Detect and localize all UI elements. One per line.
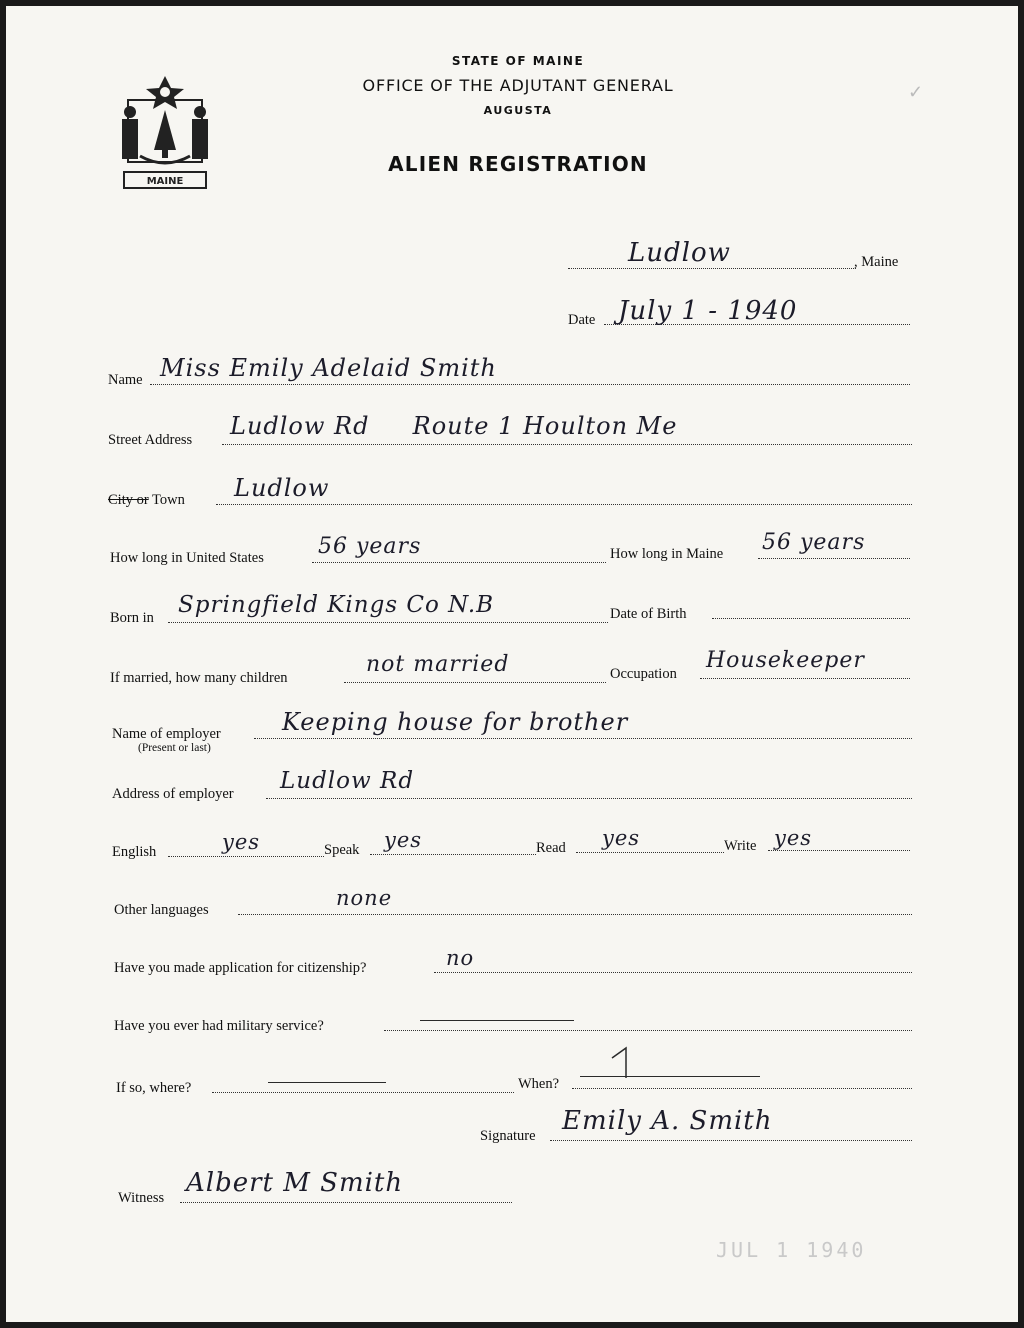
born-in-value: Springfield Kings Co N.B <box>178 592 495 618</box>
town-value: Ludlow <box>234 474 330 502</box>
where-line <box>212 1092 514 1093</box>
city-struck-label: City or <box>108 492 149 508</box>
speak-label: Speak <box>324 842 360 858</box>
state-heading: STATE OF MAINE <box>451 54 585 68</box>
children-line <box>344 682 606 683</box>
form-title: ALIEN REGISTRATION <box>388 152 648 176</box>
name-label: Name <box>108 372 143 388</box>
witness-line <box>180 1202 512 1203</box>
write-value: yes <box>774 826 813 850</box>
witness-label: Witness <box>118 1190 165 1206</box>
occupation-label: Occupation <box>610 666 677 682</box>
date-stamp: JUL 1 1940 <box>716 1238 867 1262</box>
how-long-maine-label: How long in Maine <box>610 546 724 562</box>
place-line <box>568 268 856 269</box>
street-address-label: Street Address <box>108 432 193 448</box>
street-address-value: Ludlow Rd Route 1 Houlton Me <box>230 412 678 440</box>
occupation-line <box>700 678 910 679</box>
when-label: When? <box>518 1076 560 1092</box>
witness-value: Albert M Smith <box>186 1168 404 1198</box>
citizenship-label: Have you made application for citizenship? <box>114 960 367 976</box>
how-long-us-label: How long in United States <box>110 550 264 566</box>
speak-line <box>370 854 536 855</box>
citizenship-value: no <box>446 946 475 970</box>
town-label <box>108 492 185 509</box>
how-long-us-line <box>312 562 606 563</box>
english-line <box>168 856 324 857</box>
when-dash <box>580 1076 760 1077</box>
military-dash <box>420 1020 574 1021</box>
born-in-label: Born in <box>110 610 154 626</box>
when-line <box>572 1088 912 1089</box>
how-long-maine-value: 56 years <box>762 530 866 555</box>
employer-sub-label: (Present or last) <box>138 742 211 754</box>
employer-value: Keeping house for brother <box>282 708 629 736</box>
where-dash <box>268 1082 386 1083</box>
where-label: If so, where? <box>116 1080 192 1096</box>
english-value: yes <box>222 830 261 854</box>
employer-address-value: Ludlow Rd <box>280 768 415 794</box>
seal-text: MAINE <box>146 176 184 187</box>
name-value: Miss Emily Adelaid Smith <box>160 354 497 382</box>
office-heading: OFFICE OF THE ADJUTANT GENERAL <box>362 76 674 95</box>
check-mark: ✓ <box>908 82 924 103</box>
other-languages-value: none <box>336 886 393 910</box>
date-of-birth-line <box>712 618 910 619</box>
signature-value: Emily A. Smith <box>562 1106 773 1136</box>
employer-address-label: Address of employer <box>112 786 234 802</box>
military-label: Have you ever had military service? <box>114 1018 324 1034</box>
other-languages-label: Other languages <box>114 902 209 918</box>
city-heading: AUGUSTA <box>483 104 553 117</box>
other-languages-line <box>238 914 912 915</box>
speak-value: yes <box>384 828 423 852</box>
date-label: Date <box>568 312 596 328</box>
children-label: If married, how many children <box>110 670 288 686</box>
how-long-maine-line <box>758 558 910 559</box>
town-label-text: Town <box>148 492 185 508</box>
citizenship-line <box>434 972 912 973</box>
street-address-line <box>222 444 912 445</box>
employer-address-line <box>266 798 912 799</box>
date-of-birth-label: Date of Birth <box>610 606 687 622</box>
town-line <box>216 504 912 505</box>
when-bracket-mark <box>608 1044 632 1080</box>
maine-label: , Maine <box>854 254 899 270</box>
how-long-us-value: 56 years <box>318 534 422 559</box>
write-line <box>768 850 910 851</box>
read-value: yes <box>602 826 641 850</box>
read-label: Read <box>536 840 566 856</box>
place-value: Ludlow <box>628 238 731 268</box>
signature-label: Signature <box>480 1128 536 1144</box>
born-in-line <box>168 622 608 623</box>
date-value: July 1 - 1940 <box>618 296 798 326</box>
employer-line <box>254 738 912 739</box>
english-label: English <box>112 844 157 860</box>
military-line <box>384 1030 912 1031</box>
registration-form <box>6 6 1018 1322</box>
read-line <box>576 852 724 853</box>
occupation-value: Housekeeper <box>706 648 865 673</box>
name-line <box>150 384 910 385</box>
employer-label: Name of employer <box>112 726 221 742</box>
children-value: not married <box>366 652 510 677</box>
signature-line <box>550 1140 912 1141</box>
write-label: Write <box>724 838 757 854</box>
